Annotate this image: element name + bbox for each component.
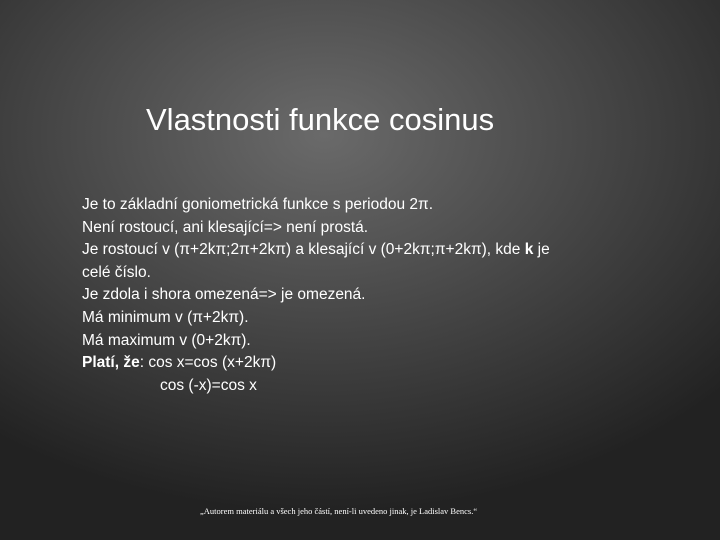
body-line-intervals-text: Je rostoucí v (π+2kπ;2π+2kπ) a klesající v (0+2kπ;π+2kπ), kde [82,241,525,259]
body-line-identity-formula: : cos x=cos (x+2kπ) [139,354,277,372]
body-line-intervals [82,239,682,262]
body-line-integer: celé číslo. [82,263,151,281]
slide-body [82,194,682,397]
body-line-identity-2-formula: cos (-x)=cos x [160,376,257,394]
body-line-minimum: Má minimum v (π+2kπ). [82,308,249,326]
body-line-monotonic: Není rostoucí, ani klesající=> není prostá. [82,218,369,236]
body-line-intervals-k: k [524,241,534,259]
body-line-bounded: Je zdola i shora omezená=> je omezená. [82,286,366,304]
body-line-identity-2 [82,375,682,398]
body-line-intervals-end: je [533,241,550,259]
slide-title: Vlastnosti funkce cosinus [146,102,495,137]
body-line-period: Je to základní goniometrická funkce s periodou 2π. [82,196,434,213]
body-line-maximum: Má maximum v (0+2kπ). [82,331,251,349]
body-line-identity-1 [82,352,682,375]
body-line-identity-label: Platí, že [82,354,140,372]
author-footer: „Autorem materiálu a všech jeho částí, není-li uvedeno jinak, je Ladislav Bencs.“ [200,506,478,516]
